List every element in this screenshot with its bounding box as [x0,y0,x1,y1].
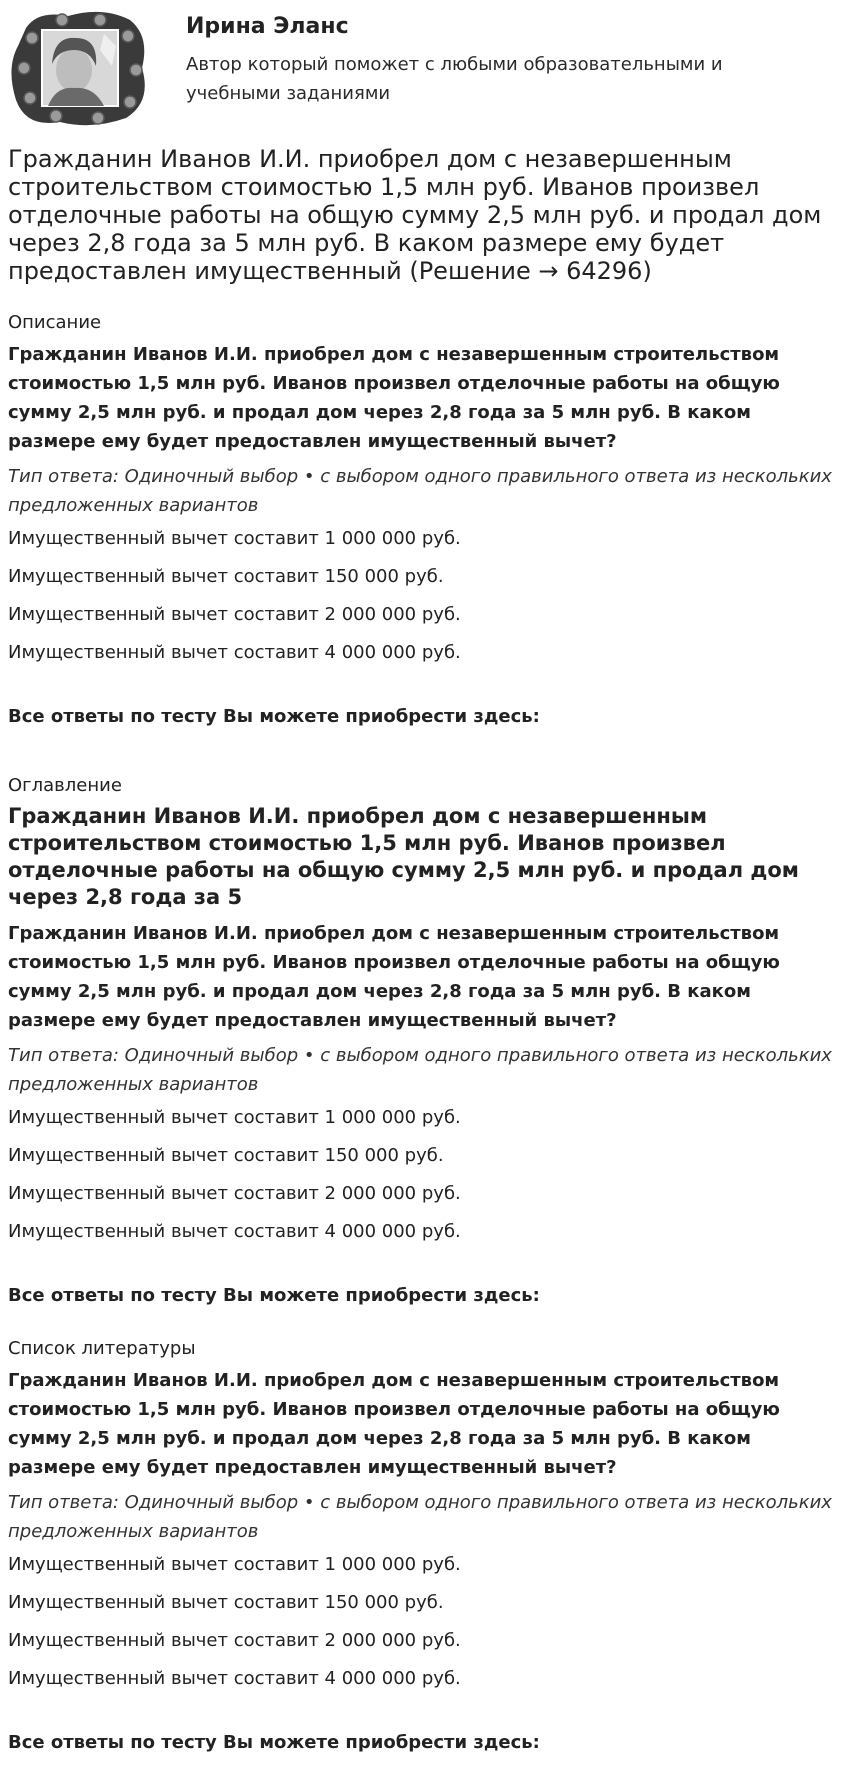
answer-type: Тип ответа: Одиночный выбор • с выбором одного правильного ответа из нескольких предложенных вариантов [8,1045,832,1095]
section-heading: Гражданин Иванов И.И. приобрел дом с незавершенным строительством стоимостью 1,5 млн руб. Иванов произвел отделочные работы на общую сумму 2,5 млн руб. и продал дом через 2,8 года за 5 [8,804,799,909]
section-label: Список литературы [8,1338,196,1359]
answer-option: Имущественный вычет составит 4 000 000 руб. [8,642,461,663]
author-name[interactable]: Ирина Эланс [186,14,349,39]
section-references [8,1338,838,1754]
author-card [8,6,838,126]
answer-option: Имущественный вычет составит 150 000 руб. [8,1145,444,1166]
buy-answers-link[interactable]: Все ответы по тесту Вы можете приобрести здесь: [8,1285,540,1306]
answer-option: Имущественный вычет составит 2 000 000 руб. [8,1630,461,1651]
answer-option: Имущественный вычет составит 4 000 000 руб. [8,1221,461,1242]
answer-option: Имущественный вычет составит 1 000 000 руб. [8,528,461,549]
page-title: Гражданин Иванов И.И. приобрел дом с незавершенным строительством стоимостью 1,5 млн руб. Иванов произвел отделочные работы на общую сумму 2,5 млн руб. и продал дом через 2,8 года за 5 млн руб. В каком размере ему будет предоставлен имущественный (Решение → 64296) [8,145,822,285]
section-description [8,312,838,728]
author-description: Автор который поможет с любыми образовательными и учебными заданиями [186,54,723,104]
question-text: Гражданин Иванов И.И. приобрел дом с незавершенным строительством стоимостью 1,5 млн руб. Иванов произвел отделочные работы на общую сумму 2,5 млн руб. и продал дом через 2,8 года за 5 млн руб. В каком размере ему будет предоставлен имущественный вычет? [8,1370,780,1478]
question-text: Гражданин Иванов И.И. приобрел дом с незавершенным строительством стоимостью 1,5 млн руб. Иванов произвел отделочные работы на общую сумму 2,5 млн руб. и продал дом через 2,8 года за 5 млн руб. В каком размере ему будет предоставлен имущественный вычет? [8,923,780,1031]
answer-type: Тип ответа: Одиночный выбор • с выбором одного правильного ответа из нескольких предложенных вариантов [8,466,832,516]
answer-option: Имущественный вычет составит 2 000 000 руб. [8,604,461,625]
answer-option: Имущественный вычет составит 2 000 000 руб. [8,1183,461,1204]
avatar[interactable] [8,6,152,130]
section-contents [8,775,838,1307]
section-label: Оглавление [8,775,122,796]
answer-option: Имущественный вычет составит 4 000 000 руб. [8,1668,461,1689]
buy-answers-link[interactable]: Все ответы по тесту Вы можете приобрести здесь: [8,706,540,727]
section-label: Описание [8,312,102,333]
answer-type: Тип ответа: Одиночный выбор • с выбором одного правильного ответа из нескольких предложенных вариантов [8,1492,832,1542]
answer-option: Имущественный вычет составит 1 000 000 руб. [8,1554,461,1575]
answer-option: Имущественный вычет составит 150 000 руб. [8,566,444,587]
avatar-photo [8,6,152,130]
answer-option: Имущественный вычет составит 1 000 000 руб. [8,1107,461,1128]
answer-option: Имущественный вычет составит 150 000 руб. [8,1592,444,1613]
buy-answers-link[interactable]: Все ответы по тесту Вы можете приобрести здесь: [8,1732,540,1753]
question-text: Гражданин Иванов И.И. приобрел дом с незавершенным строительством стоимостью 1,5 млн руб. Иванов произвел отделочные работы на общую сумму 2,5 млн руб. и продал дом через 2,8 года за 5 млн руб. В каком размере ему будет предоставлен имущественный вычет? [8,344,780,452]
